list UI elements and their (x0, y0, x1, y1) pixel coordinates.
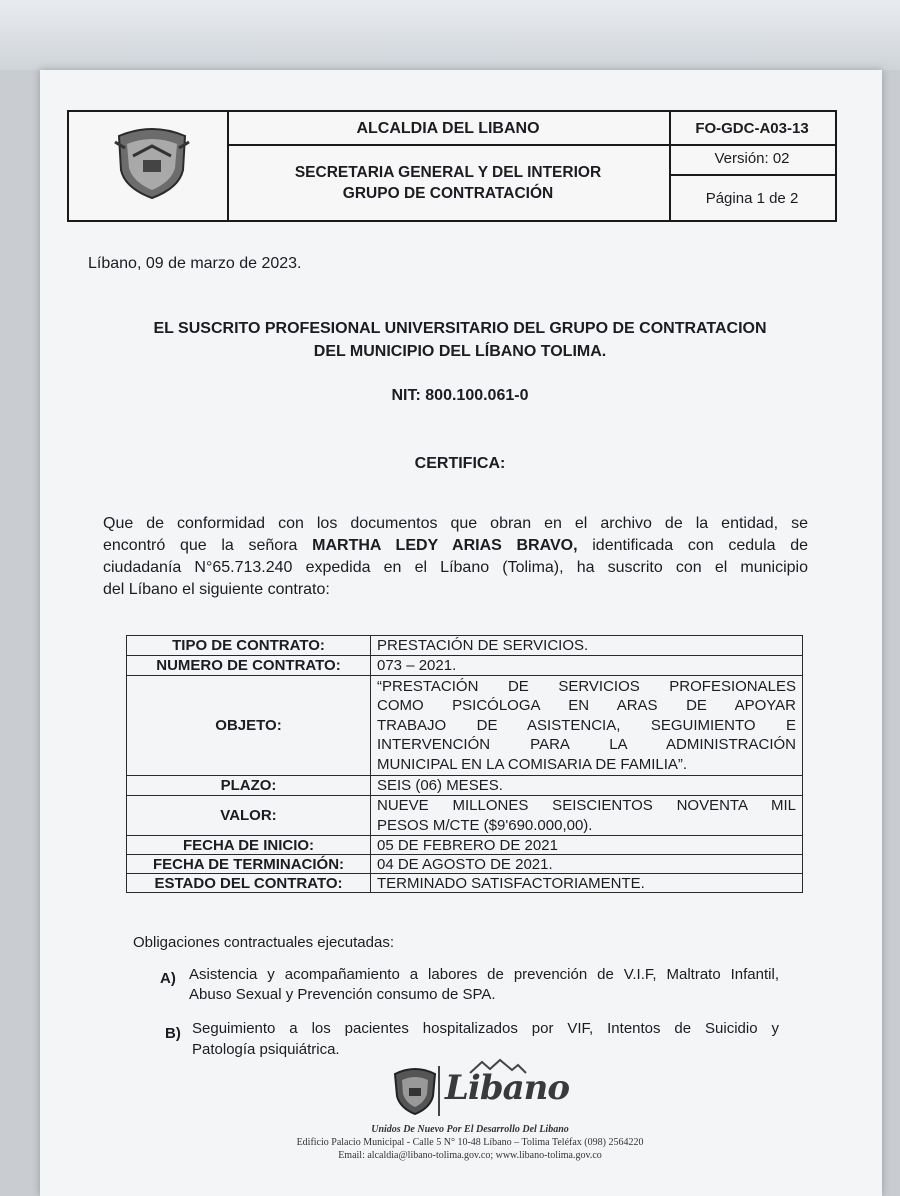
valor-line2: PESOS M/CTE ($9'690.000,00). (377, 816, 593, 834)
table-row (127, 874, 803, 893)
libano-logo-text: Libano (445, 1068, 570, 1108)
obligation-b-line1: Seguimiento a los pacientes hospitalizados por VIF, Intentos de Suicidio y (192, 1020, 779, 1037)
table-row (127, 855, 803, 874)
obligation-a-marker: A) (160, 970, 176, 987)
intro-line4: del Líbano el siguiente contrato: (103, 581, 330, 598)
estado-label: ESTADO DEL CONTRATO: (127, 874, 371, 893)
intro-text: identificada con cedula de (577, 537, 809, 554)
document-header (67, 110, 837, 222)
numero-label: NUMERO DE CONTRATO: (127, 656, 371, 676)
objeto-line: TRABAJO DE ASISTENCIA, SEGUIMIENTO E (377, 716, 796, 734)
obligations-heading: Obligaciones contractuales ejecutadas: (133, 934, 394, 951)
footer-address: Edificio Palacio Municipal - Calle 5 N° 10-48 Líbano – Tolima Teléfax (098) 2564220 (296, 1137, 644, 1148)
valor-line1: NUEVE MILLONES SEISCIENTOS NOVENTA MIL (377, 797, 796, 814)
intro-line1: Que de conformidad con los documentos que obran en el archivo de la entidad, se (103, 515, 808, 532)
objeto-line: INTERVENCIÓN PARA LA ADMINISTRACIÓN (377, 736, 796, 754)
obligation-b-line2: Patología psiquiátrica. (192, 1041, 340, 1058)
nit-line: NIT: 800.100.061-0 (391, 387, 529, 404)
department-line1: SECRETARIA GENERAL Y DEL INTERIOR (294, 164, 602, 181)
termino-label: FECHA DE TERMINACIÓN: (127, 855, 371, 874)
table-row (127, 636, 803, 656)
table-row (127, 836, 803, 855)
header-title-cell (227, 112, 671, 220)
screen-bezel (0, 0, 900, 70)
objeto-value (371, 676, 803, 776)
tipo-value: PRESTACIÓN DE SERVICIOS. (371, 636, 803, 656)
inicio-value: 05 DE FEBRERO DE 2021 (371, 836, 803, 855)
obligation-b-marker: B) (165, 1025, 181, 1042)
obligation-a-line2: Abuso Sexual y Prevención consumo de SPA. (189, 986, 496, 1003)
certificate-title-line2: DEL MUNICIPIO DEL LÍBANO TOLIMA. (313, 343, 607, 360)
date-line: Líbano, 09 de marzo de 2023. (88, 255, 302, 272)
obligation-a-line1: Asistencia y acompañamiento a labores de prevención de V.I.F, Maltrato Infantil, (189, 966, 779, 983)
form-code: FO-GDC-A03-13 (695, 120, 809, 137)
header-divider (227, 144, 669, 146)
certifica-heading: CERTIFICA: (414, 455, 506, 472)
inicio-label: FECHA DE INICIO: (127, 836, 371, 855)
table-row (127, 656, 803, 676)
department-line2: GRUPO DE CONTRATACIÓN (342, 185, 554, 202)
person-name: MARTHA LEDY ARIAS BRAVO, (312, 537, 578, 554)
objeto-label: OBJETO: (127, 676, 371, 776)
page-indicator: Página 1 de 2 (705, 190, 799, 207)
estado-value: TERMINADO SATISFACTORIAMENTE. (371, 874, 803, 893)
contract-table (126, 635, 803, 893)
objeto-line: MUNICIPAL EN LA COMISARIA DE FAMILIA”. (377, 755, 688, 773)
objeto-line: “PRESTACIÓN DE SERVICIOS PROFESIONALES (377, 677, 796, 695)
coat-of-arms-icon (113, 126, 191, 200)
plazo-value: SEIS (06) MESES. (371, 776, 803, 796)
intro-line2 (103, 535, 808, 556)
valor-value (371, 796, 803, 836)
footer-email: Email: alcaldia@libano-tolima.gov.co; www.libano-tolima.gov.co (338, 1150, 602, 1161)
tipo-label: TIPO DE CONTRATO: (127, 636, 371, 656)
footer-slogan: Unidos De Nuevo Por El Desarrollo Del Libano (371, 1124, 569, 1135)
mountains-icon (468, 1058, 528, 1074)
table-row (127, 676, 803, 776)
table-row (127, 776, 803, 796)
header-divider (669, 174, 835, 176)
objeto-line: COMO PSICÓLOGA EN ARAS DE APOYAR (377, 697, 796, 715)
numero-value: 073 – 2021. (371, 656, 803, 676)
certificate-title-line1: EL SUSCRITO PROFESIONAL UNIVERSITARIO DEL GRUPO DE CONTRATACION (153, 320, 767, 337)
intro-text: encontró que la señora (103, 537, 313, 554)
footer-coat-of-arms-icon (392, 1066, 438, 1116)
valor-label: VALOR: (127, 796, 371, 836)
intro-line3: ciudadanía N°65.713.240 expedida en el Líbano (Tolima), ha suscrito con el municipio (103, 559, 808, 576)
termino-value: 04 DE AGOSTO DE 2021. (371, 855, 803, 874)
header-divider (669, 144, 835, 146)
entity-name: ALCALDIA DEL LIBANO (356, 120, 540, 137)
table-row (127, 796, 803, 836)
version-label: Versión: 02 (714, 150, 790, 167)
plazo-label: PLAZO: (127, 776, 371, 796)
logo-divider (438, 1066, 440, 1116)
header-seal-cell (69, 112, 229, 220)
